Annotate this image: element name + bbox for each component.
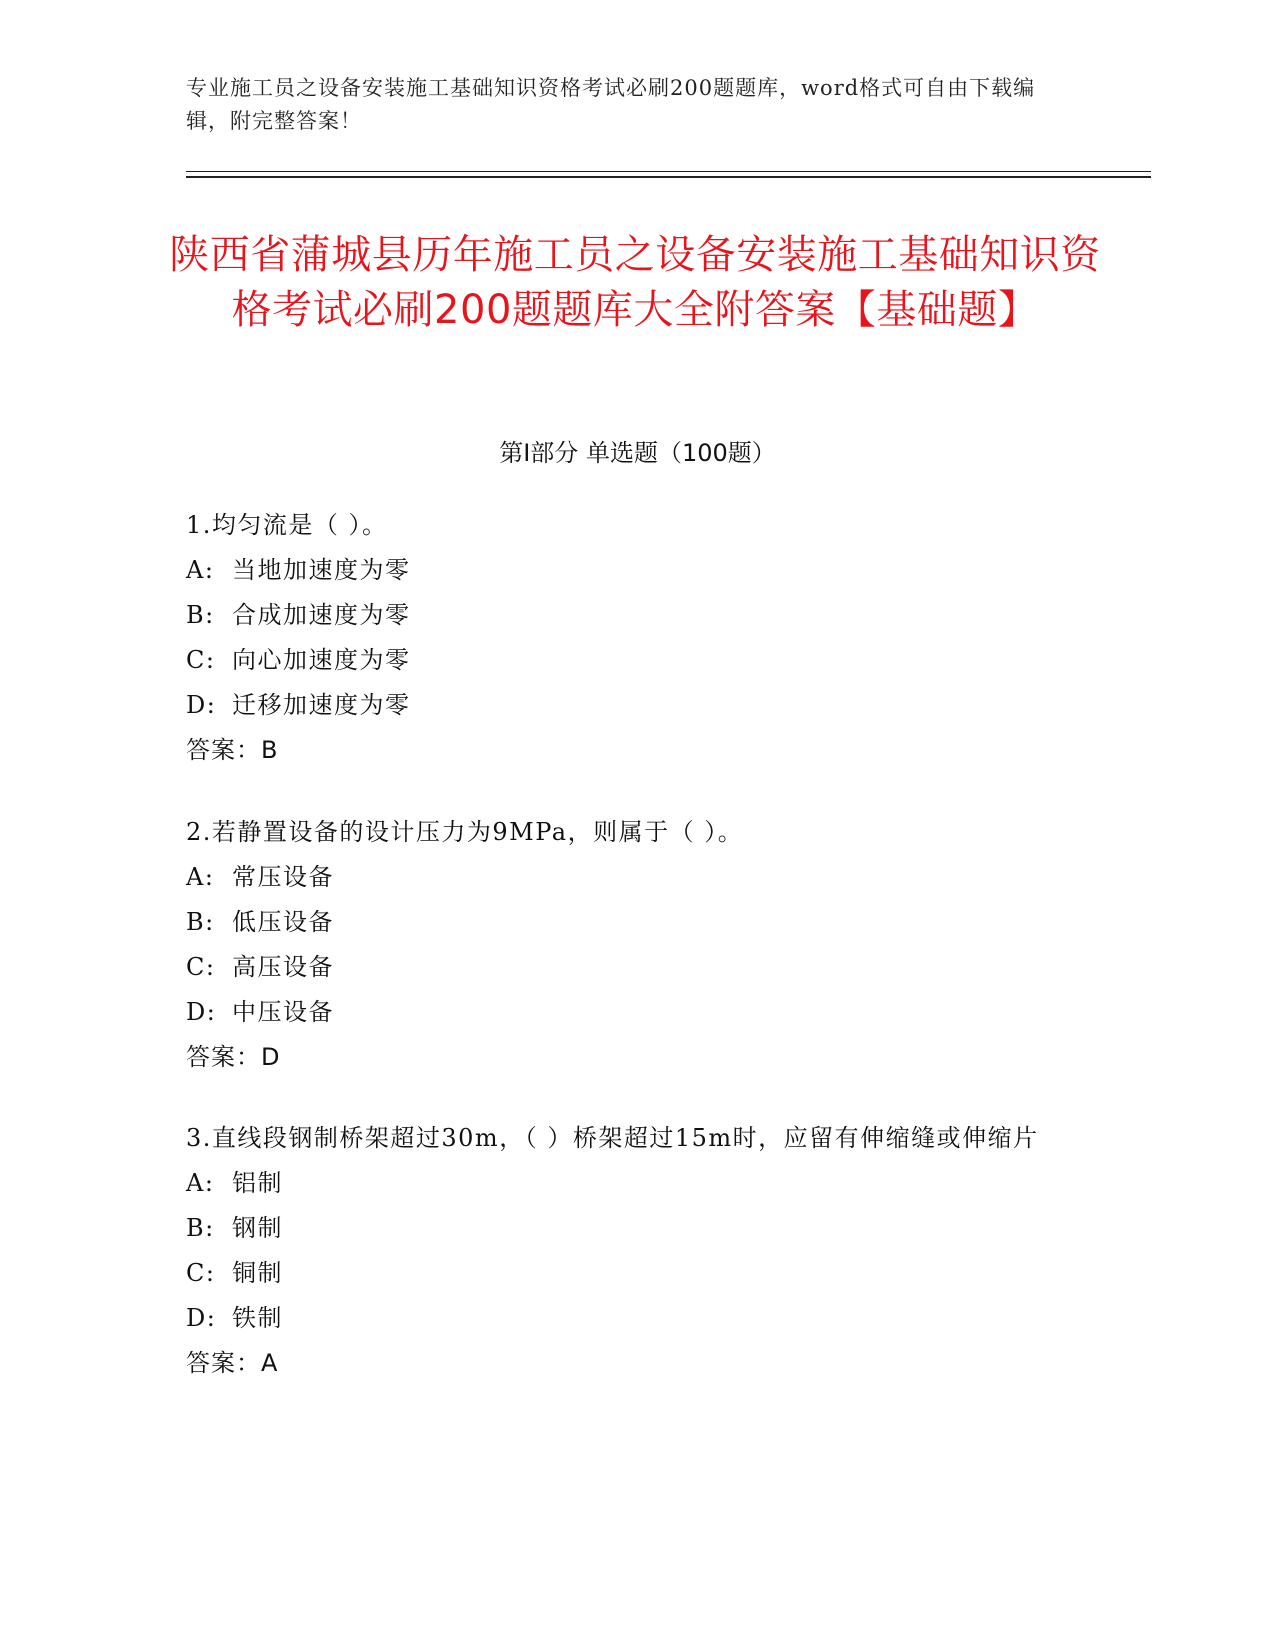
question-stem: 2.若静置设备的设计压力为9MPa，则属于（ ）。 <box>186 818 744 846</box>
option-c <box>186 945 1066 990</box>
option-a <box>186 548 1066 593</box>
option-c <box>186 638 1066 683</box>
question-2 <box>186 810 1066 1080</box>
option-letter: B: <box>186 601 215 629</box>
section-heading: 第Ⅰ部分 单选题（100题） <box>499 439 776 467</box>
option-letter: B: <box>186 1214 215 1242</box>
question-1 <box>186 503 1066 773</box>
option-text: 低压设备 <box>232 908 334 936</box>
header-divider-thin <box>186 171 1151 172</box>
option-letter: D: <box>186 998 217 1026</box>
answer-line <box>186 1035 1066 1080</box>
option-letter: C: <box>186 1259 216 1287</box>
option-text: 迁移加速度为零 <box>232 691 411 719</box>
option-text: 铝制 <box>232 1169 283 1197</box>
option-d <box>186 990 1066 1035</box>
option-letter: A: <box>186 556 215 584</box>
answer-label: 答案： <box>186 1349 261 1377</box>
option-text: 合成加速度为零 <box>232 601 411 629</box>
document-title: 陕西省蒲城县历年施工员之设备安装施工基础知识资格考试必刷200题题库大全附答案【基础题】 <box>169 232 1101 333</box>
option-text: 钢制 <box>232 1214 283 1242</box>
option-letter: C: <box>186 953 216 981</box>
answer-label: 答案： <box>186 1043 261 1071</box>
question-stem: 1.均匀流是（ ）。 <box>186 511 388 539</box>
answer-line <box>186 728 1066 773</box>
question-3 <box>186 1116 1066 1386</box>
option-d <box>186 1296 1066 1341</box>
answer-label: 答案： <box>186 736 261 764</box>
answer-value: A <box>261 1349 279 1377</box>
option-a <box>186 1161 1066 1206</box>
option-d <box>186 683 1066 728</box>
option-c <box>186 1251 1066 1296</box>
answer-line <box>186 1341 1066 1386</box>
option-text: 向心加速度为零 <box>232 646 411 674</box>
option-text: 中压设备 <box>232 998 334 1026</box>
option-letter: D: <box>186 1304 217 1332</box>
option-text: 高压设备 <box>232 953 334 981</box>
option-b <box>186 593 1066 638</box>
header-divider-thick <box>186 176 1151 178</box>
option-b <box>186 1206 1066 1251</box>
option-letter: A: <box>186 863 215 891</box>
answer-value: D <box>261 1043 281 1071</box>
option-letter: B: <box>186 908 215 936</box>
header-note: 专业施工员之设备安装施工基础知识资格考试必刷200题题库，word格式可自由下载编辑，附完整答案！ <box>186 76 1036 133</box>
question-stem: 3.直线段钢制桥架超过30m，（ ）桥架超过15m时，应留有伸缩缝或伸缩片 <box>186 1124 1039 1152</box>
option-text: 当地加速度为零 <box>232 556 411 584</box>
option-letter: C: <box>186 646 216 674</box>
option-letter: D: <box>186 691 217 719</box>
option-text: 铁制 <box>232 1304 283 1332</box>
option-text: 铜制 <box>232 1259 283 1287</box>
answer-value: B <box>261 736 279 764</box>
option-b <box>186 900 1066 945</box>
option-a <box>186 855 1066 900</box>
option-text: 常压设备 <box>232 863 334 891</box>
option-letter: A: <box>186 1169 215 1197</box>
